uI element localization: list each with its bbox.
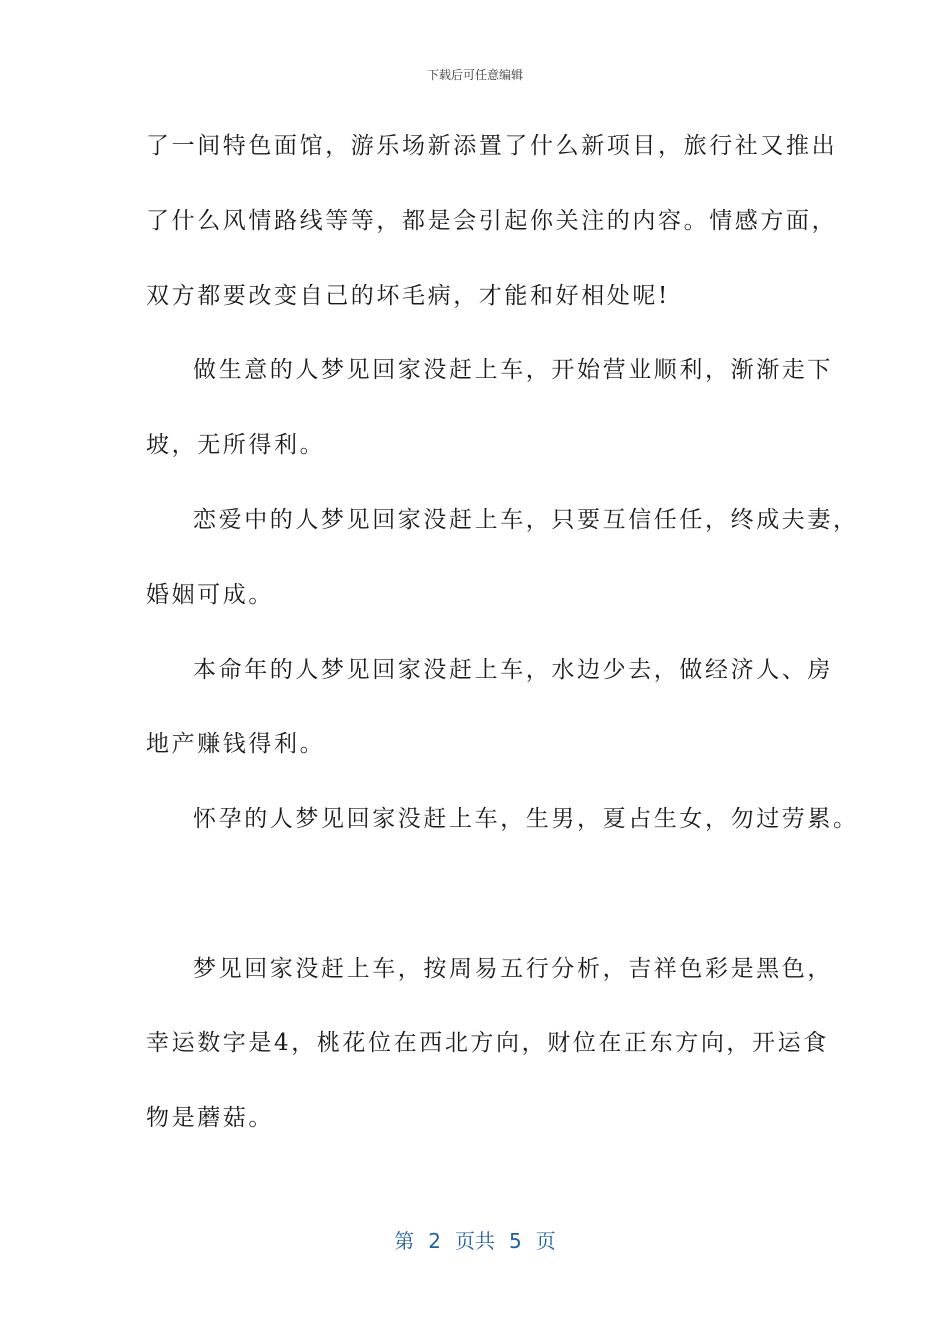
paragraph-line: 做生意的人梦见回家没赶上车，开始营业顺利，渐渐走下 xyxy=(193,357,833,383)
page-header-note: 下载后可任意编辑 xyxy=(426,68,523,82)
paragraph-line: 物是蘑菇。 xyxy=(146,1105,274,1131)
paragraph-line: 地产赚钱得利。 xyxy=(146,731,326,757)
paragraph-line: 梦见回家没赶上车，按周易五行分析，吉祥色彩是黑色， xyxy=(193,956,833,982)
paragraph-line: 婚姻可成。 xyxy=(146,582,274,608)
paragraph-line: 了一间特色面馆，游乐场新添置了什么新项目，旅行社又推出 xyxy=(146,133,838,159)
paragraph-line: 怀孕的人梦见回家没赶上车，生男，夏占生女，勿过劳累。 xyxy=(193,806,859,832)
paragraph-line: 幸运数字是4，桃花位在西北方向，财位在正东方向，开运食 xyxy=(146,1030,829,1056)
page-suffix: 页 xyxy=(535,1229,556,1253)
paragraph-line: 恋爱中的人梦见回家没赶上车，只要互信任任，终成夫妻， xyxy=(193,507,859,533)
page-number-footer xyxy=(0,1225,950,1254)
page-total: 5 xyxy=(509,1229,522,1253)
paragraph-line: 坡，无所得利。 xyxy=(146,432,326,458)
paragraph-line: 本命年的人梦见回家没赶上车，水边少去，做经济人、房 xyxy=(193,657,833,683)
page-prefix: 第 xyxy=(394,1229,415,1253)
page-current: 2 xyxy=(428,1229,441,1253)
paragraph-line: 了什么风情路线等等，都是会引起你关注的内容。情感方面， xyxy=(146,208,838,234)
page-mid: 页共 xyxy=(455,1229,495,1253)
paragraph-line: 双方都要改变自己的坏毛病，才能和好相处呢! xyxy=(146,283,670,309)
